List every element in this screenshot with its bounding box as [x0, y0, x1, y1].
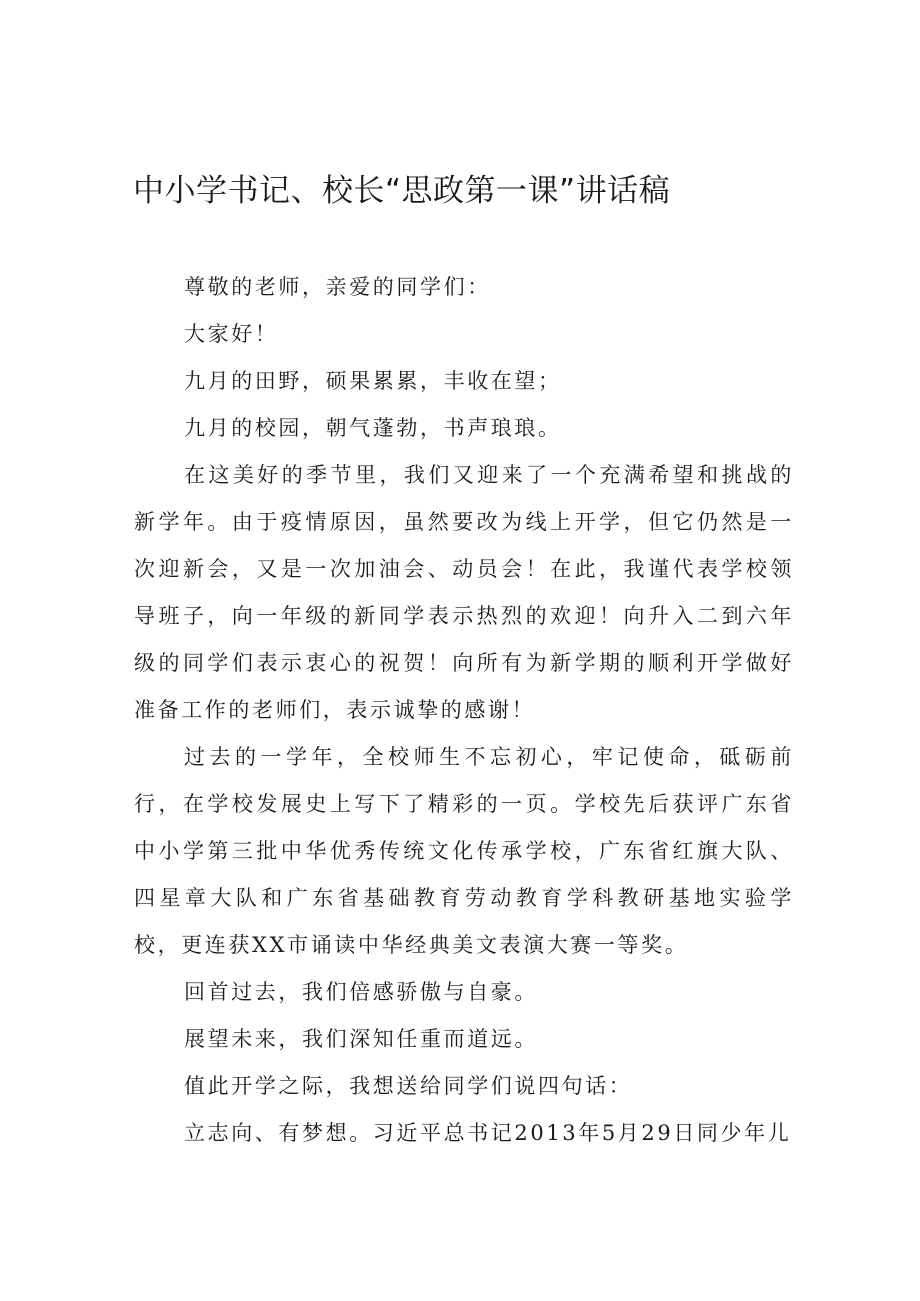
- document-title: 中小学书记、校长“思政第一课”讲话稿: [133, 173, 671, 209]
- hello-paragraph: 大家好！: [184, 322, 279, 346]
- past-year-paragraph: 过去的一学年，全校师生不忘初心，牢记使命，砥砺前行，在学校发展史上写下了精彩的一页。学校先后获评广东省中小学第三批中华优秀传统文化传承学校，广东省红旗大队、四星章大队和广东省基础教育劳动教育学科教研基地实验学校，更连获XX市诵读中华经典美文表演大赛一等奖。: [134, 745, 794, 957]
- ambition-paragraph: 立志向、有梦想。习近平总书记2013年5月29日同少年儿: [184, 1121, 792, 1145]
- four-sentences-paragraph: 值此开学之际，我想送给同学们说四句话：: [184, 1074, 633, 1098]
- september-fields-paragraph: 九月的田野，硕果累累，丰收在望；: [184, 369, 562, 393]
- september-campus-paragraph: 九月的校园，朝气蓬勃，书声琅琅。: [184, 416, 562, 440]
- new-semester-paragraph: 在这美好的季节里，我们又迎来了一个充满希望和挑战的新学年。由于疫情原因，虽然要改为线上开学，但它仍然是一次迎新会，又是一次加油会、动员会！在此，我谨代表学校领导班子，向一年级的新同学表示热烈的欢迎！向升入二到六年级的同学们表示衷心的祝贺！向所有为新学期的顺利开学做好准备工作的老师们，表示诚挚的感谢！: [134, 463, 794, 722]
- greeting-paragraph: 尊敬的老师，亲爱的同学们：: [184, 275, 491, 299]
- look-forward-paragraph: 展望未来，我们深知任重而道远。: [184, 1027, 538, 1051]
- look-back-paragraph: 回首过去，我们倍感骄傲与自豪。: [184, 980, 538, 1004]
- document-body: [134, 264, 794, 1157]
